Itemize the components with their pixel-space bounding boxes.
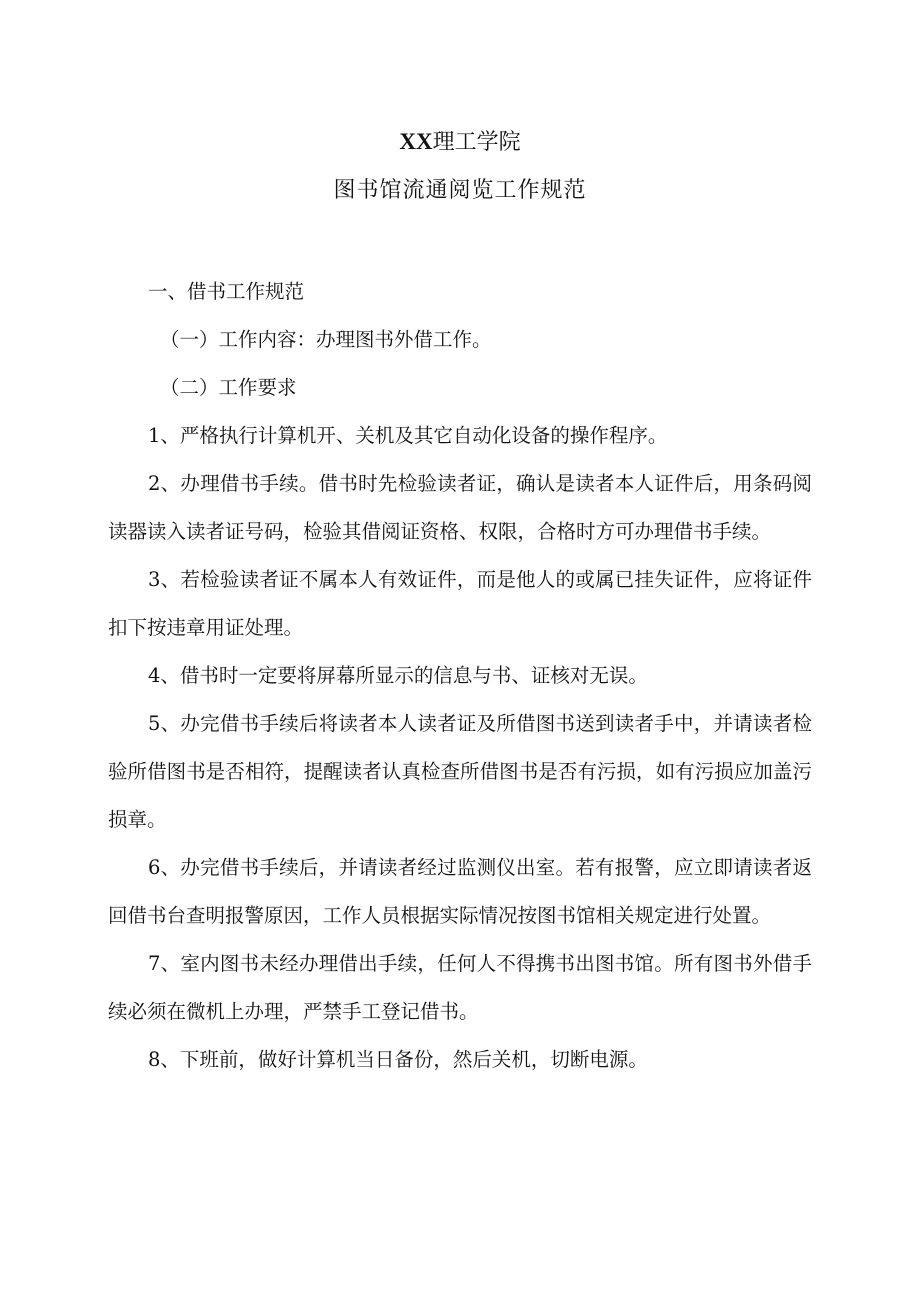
list-item: 7、室内图书未经办理借出手续，任何人不得携书出图书馆。所有图书外借手续必须在微机上办理，严禁手工登记借书。 (108, 952, 812, 1023)
title-cjk-text: 理工学院 (432, 130, 521, 155)
section-heading: 一、借书工作规范 (148, 280, 305, 303)
document-title: 图书馆流通阅览工作规范 (333, 178, 587, 203)
subsection-content: （一）工作内容：办理图书外借工作。 (160, 328, 492, 351)
document-title-institution (0, 126, 920, 159)
list-item: 4、借书时一定要将屏幕所显示的信息与书、证核对无误。 (148, 664, 648, 687)
list-item: 8、下班前，做好计算机当日备份，然后关机，切断电源。 (148, 1048, 648, 1071)
list-item: 3、若检验读者证不属本人有效证件，而是他人的或属已挂失证件，应将证件扣下按违章用证处理。 (108, 568, 812, 639)
list-item: 1、严格执行计算机开、关机及其它自动化设备的操作程序。 (148, 424, 668, 447)
list-item: 5、办完借书手续后将读者本人读者证及所借图书送到读者手中，并请读者检验所借图书是否相符，提醒读者认真检查所借图书是否有污损，如有污损应加盖污损章。 (108, 712, 812, 831)
subsection-requirements: （二）工作要求 (160, 376, 297, 399)
document-body (108, 268, 812, 1084)
list-item: 2、办理借书手续。借书时先检验读者证，确认是读者本人证件后，用条码阅读器读入读者证号码，检验其借阅证资格、权限，合格时方可办理借书手续。 (108, 472, 812, 543)
title-latin-text: XX (399, 129, 433, 154)
list-item: 6、办完借书手续后，并请读者经过监测仪出室。若有报警，应立即请读者返回借书台查明报警原因，工作人员根据实际情况按图书馆相关规定进行处置。 (108, 856, 812, 927)
